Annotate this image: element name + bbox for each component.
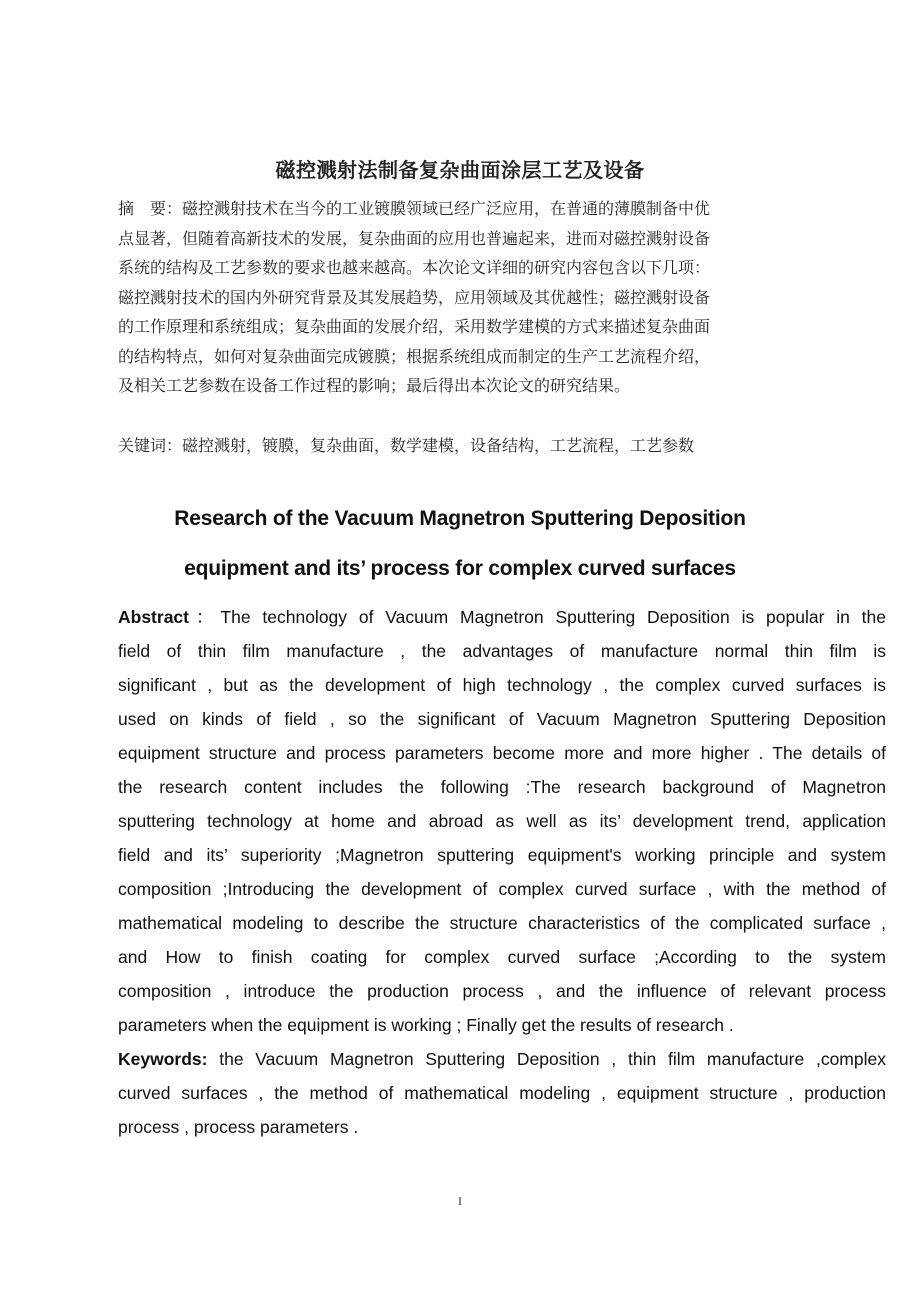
chinese-abstract-line: 磁控溅射技术的国内外研究背景及其发展趋势，应用领域及其优越性；磁控溅射设备: [118, 287, 711, 307]
chinese-abstract-line: 及相关工艺参数在设备工作过程的影响；最后得出本次论文的研究结果。: [118, 376, 631, 395]
chinese-abstract-line: 的工作原理和系统组成；复杂曲面的发展介绍，采用数学建模的方式来描述复杂曲面: [118, 317, 711, 336]
english-abstract: [118, 600, 886, 1144]
english-abstract-line: sputtering technology at home and abroad as well as its’ development trend, application: [118, 811, 886, 831]
abstract-label: Abstract: [118, 607, 189, 627]
english-title-line-1: Research of the Vacuum Magnetron Sputtering Deposition: [174, 507, 746, 530]
english-abstract-line: equipment structure and process parameters become more and more higher . The details of: [118, 743, 886, 763]
keywords-first-line: the Vacuum Magnetron Sputtering Deposition , thin film manufacture ,complex: [207, 1049, 886, 1069]
chinese-abstract-line: 系统的结构及工艺参数的要求也越来越高。本次论文详细的研究内容包含以下几项：: [118, 258, 711, 277]
english-keywords-line: [118, 1042, 886, 1076]
english-abstract-line: parameters when the equipment is working ; Finally get the results of research .: [118, 1015, 734, 1035]
english-abstract-line: and How to finish coating for complex curved surface ;According to the system: [118, 947, 886, 967]
english-title-line-2: equipment and its’ process for complex curved surfaces: [184, 557, 736, 580]
english-abstract-line: composition , introduce the production process , and the influence of relevant process: [118, 981, 886, 1001]
chinese-abstract-line: 的结构特点，如何对复杂曲面完成镀膜；根据系统组成而制定的生产工艺流程介绍，: [118, 346, 711, 366]
keywords-label: Keywords:: [118, 1049, 208, 1069]
english-keywords-line: process , process parameters .: [118, 1117, 359, 1137]
chinese-abstract: [118, 194, 808, 401]
english-abstract-line: field of thin film manufacture , the advantages of manufacture normal thin film is: [118, 641, 886, 661]
english-abstract-line: used on kinds of field , so the significant of Vacuum Magnetron Sputtering Deposition: [118, 709, 886, 729]
english-abstract-line: significant , but as the development of high technology , the complex curved surfaces is: [118, 675, 886, 695]
english-abstract-line: composition ;Introducing the development of complex curved surface , with the method of: [118, 879, 886, 899]
english-abstract-line: the research content includes the following :The research background of Magnetron: [118, 777, 886, 797]
english-keywords-line: curved surfaces , the method of mathematical modeling , equipment structure , production: [118, 1083, 886, 1103]
english-abstract-line: field and its’ superiority ;Magnetron sputtering equipment's working principle and system: [118, 845, 886, 865]
english-abstract-line: mathematical modeling to describe the structure characteristics of the complicated surface ,: [118, 913, 886, 933]
page-number: I: [458, 1194, 462, 1208]
chinese-abstract-line: 点显著，但随着高新技术的发展，复杂曲面的应用也普遍起来，进而对磁控溅射设备: [118, 228, 711, 248]
chinese-title: 磁控溅射法制备复杂曲面涂层工艺及设备: [275, 158, 645, 182]
chinese-abstract-line: 摘 要：磁控溅射技术在当今的工业镀膜领域已经广泛应用，在普通的薄膜制备中优: [118, 199, 711, 218]
abstract-first-line: ：The technology of Vacuum Magnetron Sputtering Deposition is popular in the: [189, 607, 886, 627]
english-abstract-line: [118, 600, 886, 634]
chinese-keywords: 关键词：磁控溅射，镀膜，复杂曲面，数学建模，设备结构，工艺流程，工艺参数: [118, 436, 695, 455]
